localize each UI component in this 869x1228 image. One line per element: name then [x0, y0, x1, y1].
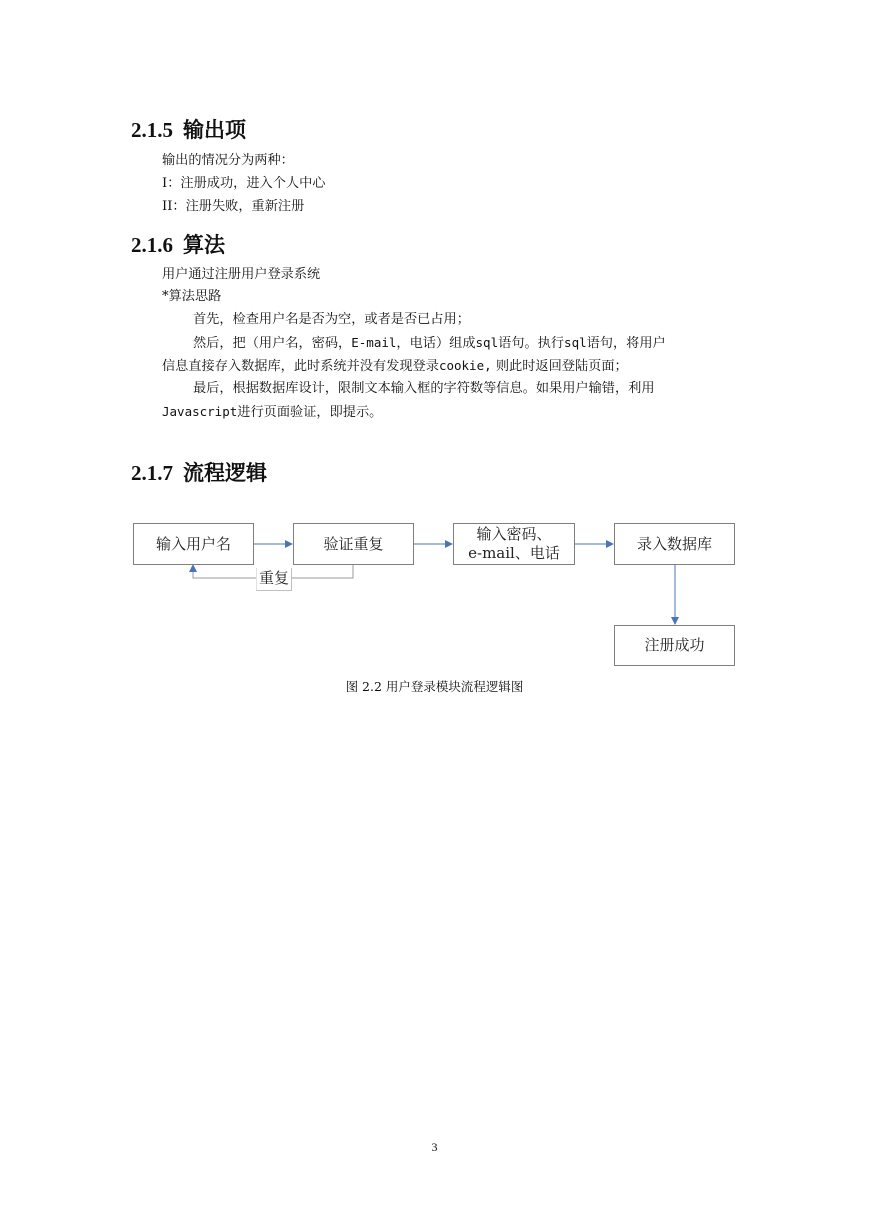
text-run: E-mail	[351, 335, 397, 350]
text-run: cookie,	[438, 358, 492, 373]
flow-box-text: 输入密码、	[476, 525, 552, 543]
text-run: Javascript	[162, 404, 238, 419]
text-run: 进行页面验证，即提示。	[237, 405, 383, 420]
flow-box-input-password	[453, 523, 575, 565]
algorithm-idea: *算法思路	[162, 289, 222, 304]
flow-box-text: e-mail、电话	[468, 544, 560, 562]
figure-caption: 图 2.2 用户登录模块流程逻辑图	[345, 679, 524, 694]
text-run: 语句。执行	[498, 336, 565, 351]
text-run: 然后，把（用户名，密码，	[193, 336, 352, 351]
flow-box-save-database: 录入数据库	[614, 523, 735, 565]
page-number: 3	[431, 1140, 438, 1154]
algorithm-step-3-line-1: 最后，根据数据库设计，限制文本输入框的字符数等信息。如果用户输错，利用	[193, 381, 655, 396]
loop-label-repeat: 重复	[256, 568, 292, 591]
section-title: 算法	[183, 233, 225, 257]
text-run: sql	[475, 335, 499, 350]
section-number: 2.1.5	[131, 118, 173, 142]
output-case-1: I：注册成功，进入个人中心	[162, 176, 326, 191]
text-run: sql	[564, 335, 587, 350]
output-case-2: II：注册失败，重新注册	[162, 199, 305, 214]
text-run: ，电话）组成	[396, 336, 476, 351]
flow-box-verify-duplicate: 验证重复	[293, 523, 414, 565]
section-number: 2.1.6	[131, 233, 173, 257]
flow-box-register-success: 注册成功	[614, 625, 735, 666]
algorithm-step-1: 首先，检查用户名是否为空，或者是否已占用；	[193, 312, 470, 327]
text-run: 语句，将用户	[586, 336, 666, 351]
algorithm-intro: 用户通过注册用户登录系统	[162, 267, 321, 282]
output-intro: 输出的情况分为两种：	[162, 153, 294, 168]
text-run: 则此时返回登陆页面；	[491, 359, 628, 374]
text-run: 信息直接存入数据库，此时系统并没有发现登录	[162, 359, 439, 374]
flow-box-input-username: 输入用户名	[133, 523, 254, 565]
section-title: 输出项	[183, 118, 246, 142]
section-number: 2.1.7	[131, 461, 173, 485]
loop-arrow-head	[189, 564, 197, 572]
section-title: 流程逻辑	[183, 461, 267, 485]
